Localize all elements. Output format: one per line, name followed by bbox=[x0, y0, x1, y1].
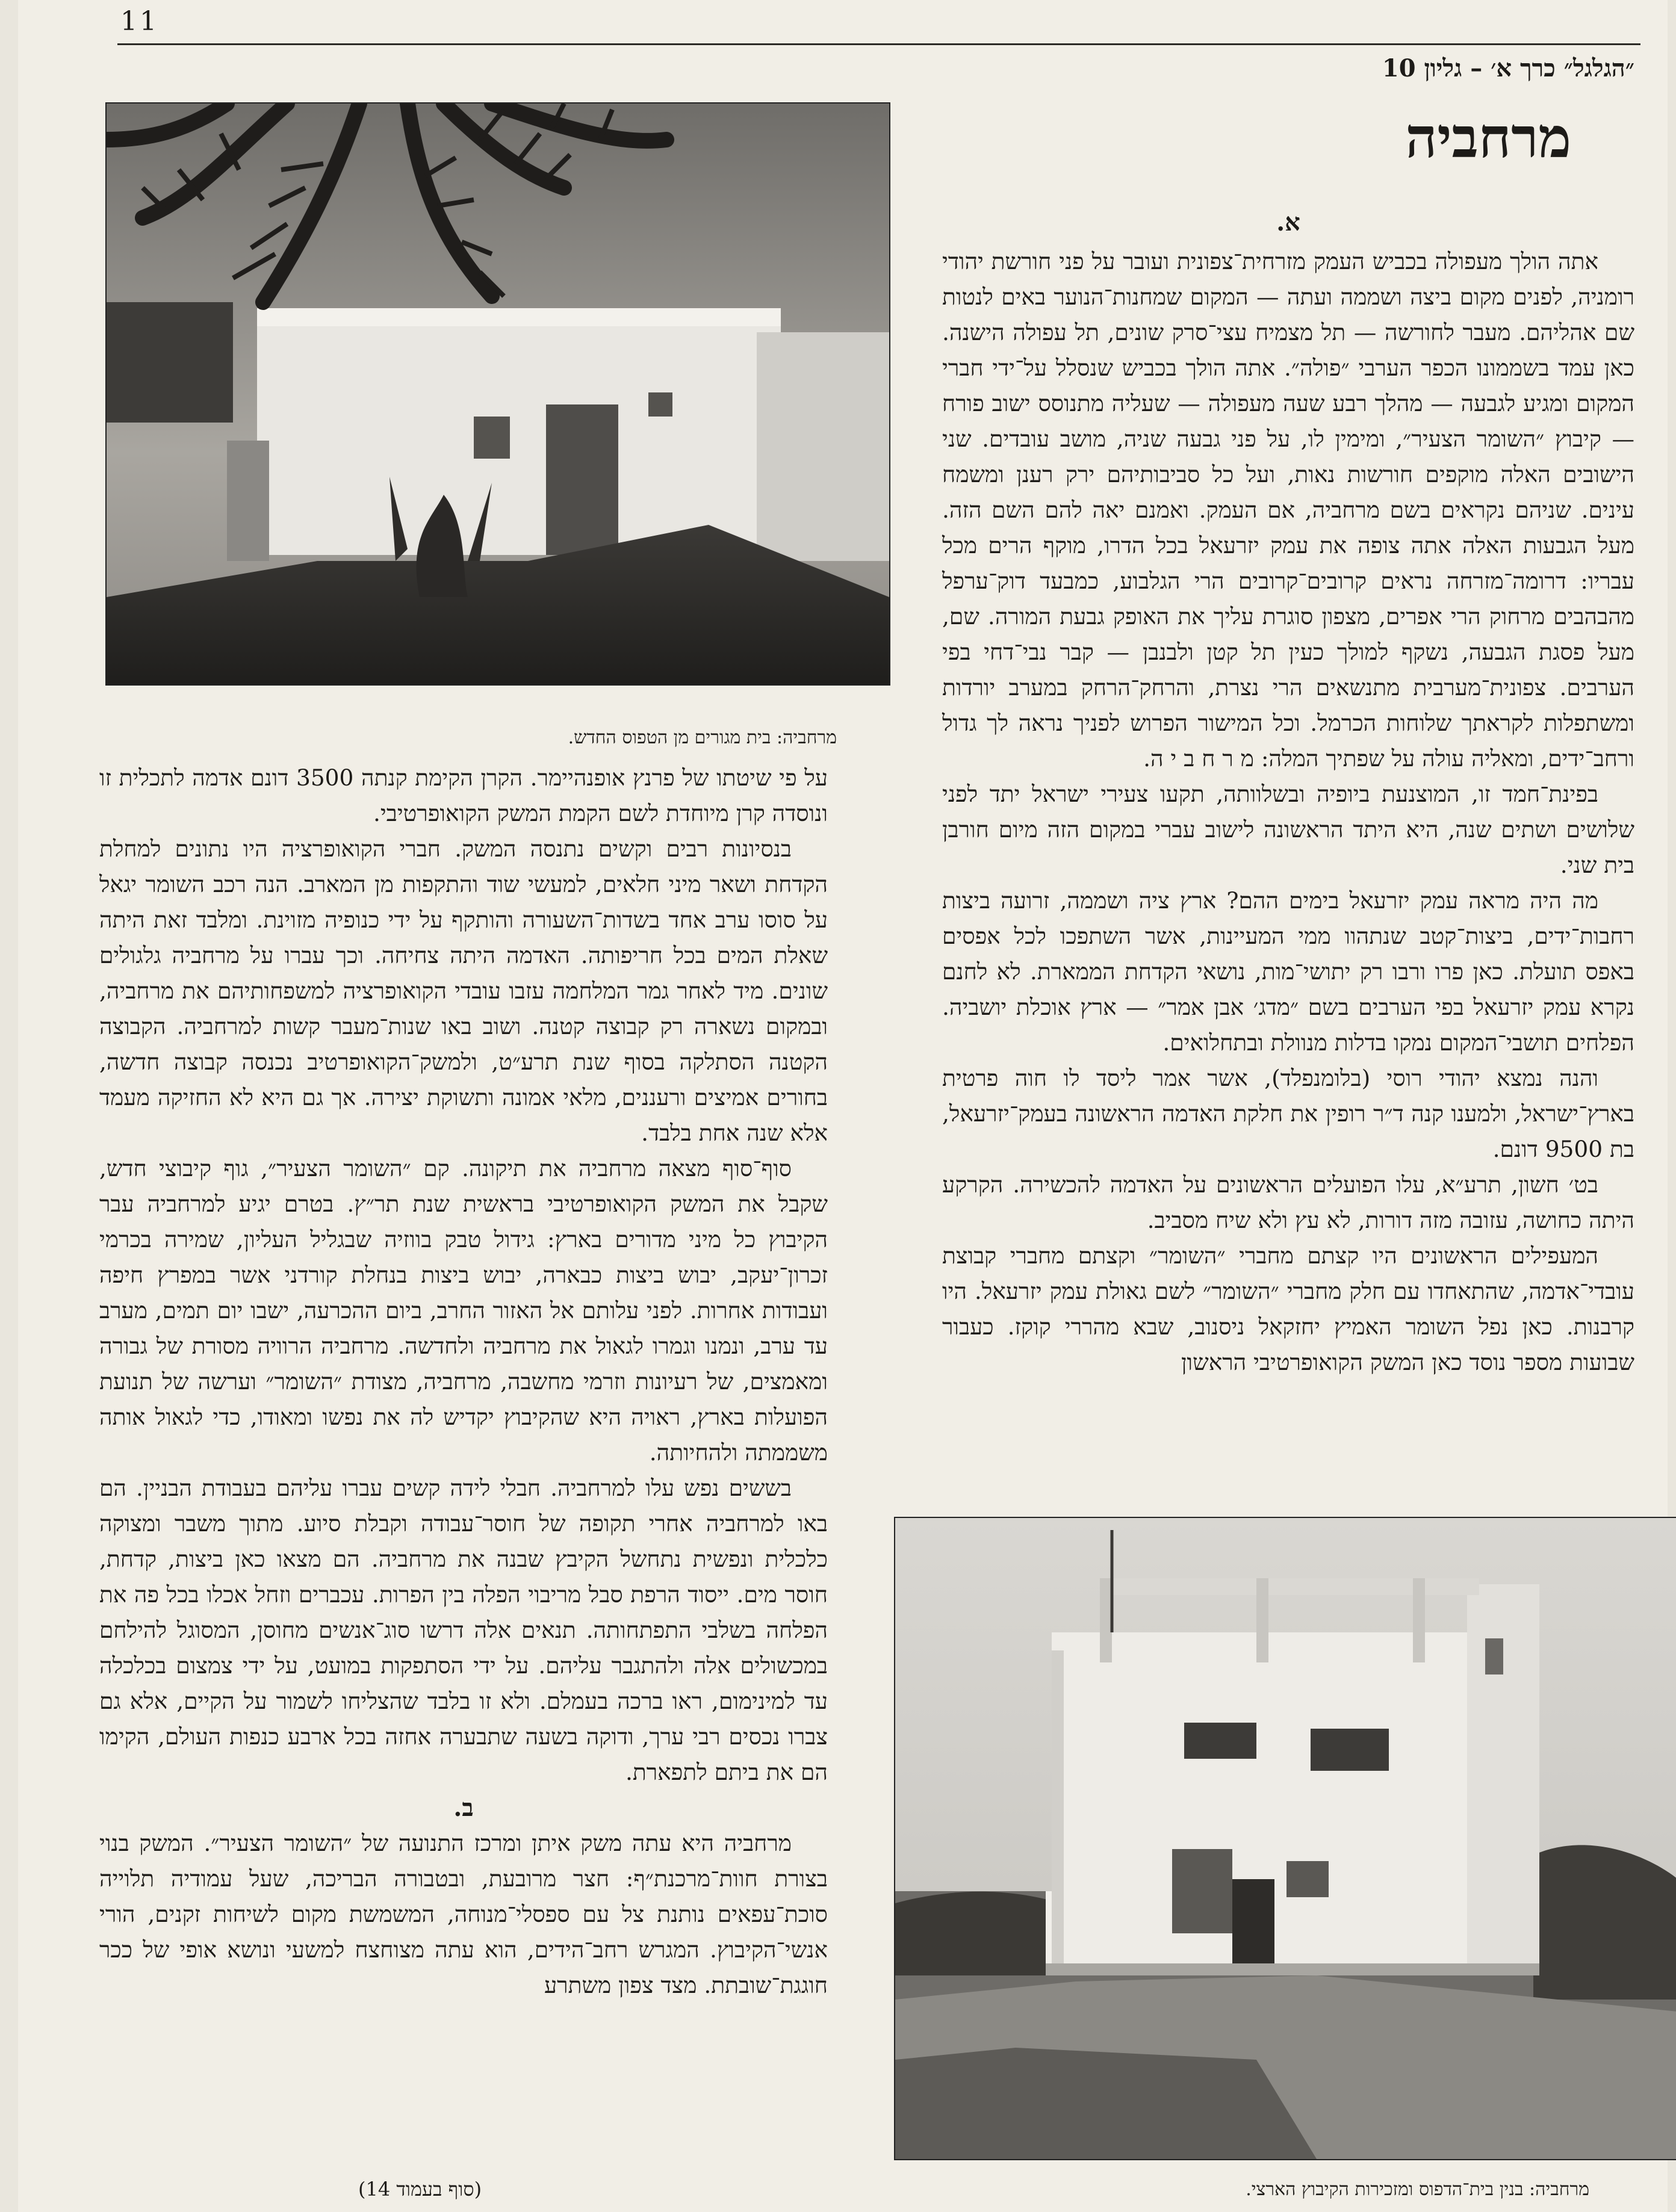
photo-residential-house bbox=[105, 102, 890, 686]
right-column bbox=[942, 205, 1634, 1380]
newspaper-page bbox=[18, 0, 1668, 2212]
page-number: 11 bbox=[120, 6, 159, 37]
running-head: ״הגלגל״ כרך א׳ – גליון 10 bbox=[1382, 54, 1634, 82]
header-rule bbox=[117, 43, 1640, 45]
paragraph: בט׳ חשון, תרע״א, עלו הפועלים הראשונים על האדמה להכשירה. הקרקע היתה כחושה, עזובה מזה דורות, לא עץ ולא שיח מסביב. bbox=[942, 1171, 1634, 1233]
continued-note: (סוף בעמוד 14) bbox=[358, 2178, 482, 2201]
section-marker-b: ב. bbox=[453, 1794, 474, 1822]
palm-house-image bbox=[107, 104, 889, 684]
paragraph: מרחביה היא עתה משק איתן ומרכז התנועה של ״השומר הצעיר״. המשק בנוי בצורת חוות־מרכנת״ף: חצר מרובעת, ובטבורה הבריכה, שעל עמודיה תלוייה סוכת־עפאים נותנת צל עם ספסלי־מנוחה, המשמשת מקום לשיחות זקנים, הורי אנשי־הקיבוץ. המגרש רחב־הידים, הוא עתה מצוחצח למשעי ונושא אופי של ככר חוגגת־שובתת. מצד צפון משתרע bbox=[99, 1830, 828, 1998]
paragraph: על פי שיטתו של פרנץ אופנהיימר. הקרן הקימת קנתה 3500 דונם אדמה לתכלית זו ונוסדה קרן מיוחדת לשם הקמת המשק הקואופרטיבי. bbox=[99, 764, 828, 826]
photo-caption-print-house: מרחביה: בנין בית־הדפוס ומזכירות הקיבוץ הארצי. bbox=[1246, 2179, 1589, 2200]
print-house-image bbox=[895, 1518, 1676, 2159]
photo-caption-residential: מרחביה: בית מגורים מן הטפוס החדש. bbox=[568, 727, 837, 748]
paragraph: מה היה מראה עמק יזרעאל בימים ההם? ארץ ציה ושממה, זרועה ביצות רחבות־ידים, ביצות־קטב שנתהוו ממי המעיינות, אשר השתפכו לכל אפסים באפס תועלת. כאן פרו ורבו רק יתושי־מות, נושאי הקדחת הממארת. לא לחנם נקרא עמק יזרעאל בפי הערבים בשם ״מדג׳ אבן אמר״ — ארץ אוכלת יושביה. הפלחים תושבי־המקום נמקו בדלות מנוולת ובתחלואים. bbox=[942, 887, 1634, 1056]
paragraph: אתה הולך מעפולה בכביש העמק מזרחית־צפונית ועובר על פני חורשת יהודי רומניה, לפנים מקום ביצה ושממה ועתה — המקום שמחנות־הנוער באים לנטות שם אהליהם. מעבר לחורשה — תל מצמיח עצי־סרק שונים, תל עפולה הישנה. כאן עמד בשממונו הכפר הערבי ״פולה״. אתה הולך בכביש שנסלל על־ידי חברי המקום ומגיע לגבעה — מהלך רבע שעה מעפולה — שעליה מתנוסס ישוב פורח — קיבוץ ״השומר הצעיר״, ומימין לו, על פני גבעה שניה, מושב עובדים. שני הישובים האלה מוקפים חורשות נאות, ועל כל סביבותיהם ירק רענן ומשמח עינים. שניהם נקראים בשם מרחביה, אם העמק. ואמנם יאה להם השם הזה. מעל הגבעות האלה אתה צופה את עמק יזרעאל בכל הדרו, מוקף הרים מכל עבריו: דרומה־מזרחה נראים קרובים־קרובים הרי הגלבוע, כמבעד דוק־ערפל מהבהבים מרחוק הרי אפרים, מצפון סוגרת עליך את האופק גבעת המורה. שם, מעל פסגת הגבעה, נשקף למולך כעין תל קטן ולבנבן — קבר נבי־דחי בפי הערבים. צפונית־מערבית מתנשאים הרי נצרת, והרחק־הרחק במערב יורדות ומשתפלות לקראתך שלוחות הכרמל. וכל המישור הפרוש לפניך נראה לך גדול ורחב־ידים, ומאליה עולה על שפתיך המלה: מ ר ח ב י ה. bbox=[942, 248, 1635, 772]
paragraph: סוף־סוף מצאה מרחביה את תיקונה. קם ״השומר הצעיר״, גוף קיבוצי חדש, שקבל את המשק הקואופרטיבי בראשית שנת תר״ץ. בטרם יגיע למרחביה עבר הקיבוץ כל מיני מדורים בארץ: גידול טבק בווזיה שבגליל העליון, שמירה בכרמי זכרון־יעקב, יבוש ביצות כבארה, יבוש ביצות בנחלת קורדני אשר במפרץ חיפה ועבודות אחרות. לפני עלותם אל האזור החרב, ביום ההכרעה, ישבו יום תמים, מערב עד ערב, ונמנו וגמרו לגאול את מרחביה ולחדשה. מרחביה הרוויה מסורת של גבורה ומאמצים, של רעיונות וזרמי מחשבה, מרחביה, מצודת ״השומר״ וערשה של תנועת הפועלות בארץ, ראויה היא שהקיבוץ יקדיש לה את נפשו ומאודו, כדי לגאול אותה משממתה ולהחיותה. bbox=[99, 1155, 828, 1466]
paragraph: המעפילים הראשונים היו קצתם מחברי ״השומר״ וקצתם מחברי קבוצת עובדי־אדמה, שהתאחדו עם חלק מחברי ״השומר״ לשם גאולת עמק יזרעאל. היו קרבנות. כאן נפל השומר האמיץ יחזקאל ניסנוב, שבא מהררי קוקז. כעבור שבועות מספר נוסד כאן המשק הקואופרטיבי הראשון bbox=[942, 1242, 1634, 1375]
paragraph: בנסיונות רבים וקשים נתנסה המשק. חברי הקואופרציה היו נתונים למחלת הקדחת ושאר מיני חלאים, למעשי שוד והתקפות מן המארב. הנה רכב השומר יגאל על סוסו ערב אחד בשדות־השעורה והותקף על ידי כנופיה מזוינת. ומלבד זאת היתה שאלת המים בכל חריפותה. האדמה היתה צחיחה. וכך עברו על מרחביה גלגולים שונים. מיד לאחר גמר המלחמה עזבו עובדי הקואופרציה למשפחותיהם את מרחביה, ובמקום נשארה רק קבוצה קטנה. ושוב באו שנות־מעבר קשות למרחביה. הקבוצה הקטנה הסתלקה בסוף שנת תרע״ט, ולמשק־הקואופרטיב נכנסה קבוצה חדשה, בחורים אמיצים ורעננים, מלאי אמונה ותשוקת יצירה. אך גם היא לא החזיקה מעמד אלא שנה אחת בלבד. bbox=[99, 835, 828, 1146]
left-column bbox=[99, 760, 828, 2003]
photo-print-house bbox=[894, 1517, 1676, 2160]
paragraph: בששים נפש עלו למרחביה. חבלי לידה קשים עברו עליהם בעבודת הבניין. הם באו למרחביה אחרי תקופה של חוסר־עבודה וקבלת סיוע. מתוך משבר ומצוקה כלכלית ונפשית נתחשל הקיבץ שבנה את מרחביה. הם מצאו כאן ביצות, קדחת, חוסר מים. ייסוד הרפת סבל מריבוי הפלה בין הפרות. עכברים וזחל אכלו בכל פה את הפלחה בשלבי התפתחותה. תנאים אלה דרשו סוג־אנשים מחוסן, המסוגל להילחם במכשולים אלה ולהתגבר עליהם. על ידי הסתפקות במועט, על ידי צמצום בכלכלה עד למינימום, ראו ברכה בעמלם. ולא זו בלבד שהצליחו לשמור על הקיים, אלא גם צברו נכסים רבי ערך, ודוקה בשעה שתבערה אחזה בכל ארבע כנפות העולם, הקימו הם את ביתם לתפארת. bbox=[99, 1475, 828, 1785]
paragraph: בפינת־חמד זו, המוצנעת ביופיה ובשלוותה, תקעו צעירי ישראל יתד לפני שלושים ושתים שנה, היא היתד הראשונה לישוב עברי במקום הזה מיום חורבן בית שני. bbox=[942, 781, 1634, 878]
article-title: מרחביה bbox=[1405, 105, 1571, 170]
paragraph: והנה נמצא יהודי רוסי (בלומנפלד), אשר אמר ליסד לו חוה פרטית בארץ־ישראל, ולמענו קנה ד״ר רופין את חלקת האדמה הראשונה בעמק־יזרעאל, בת 9500 דונם. bbox=[942, 1065, 1634, 1162]
section-marker-a: א. bbox=[1276, 208, 1300, 237]
